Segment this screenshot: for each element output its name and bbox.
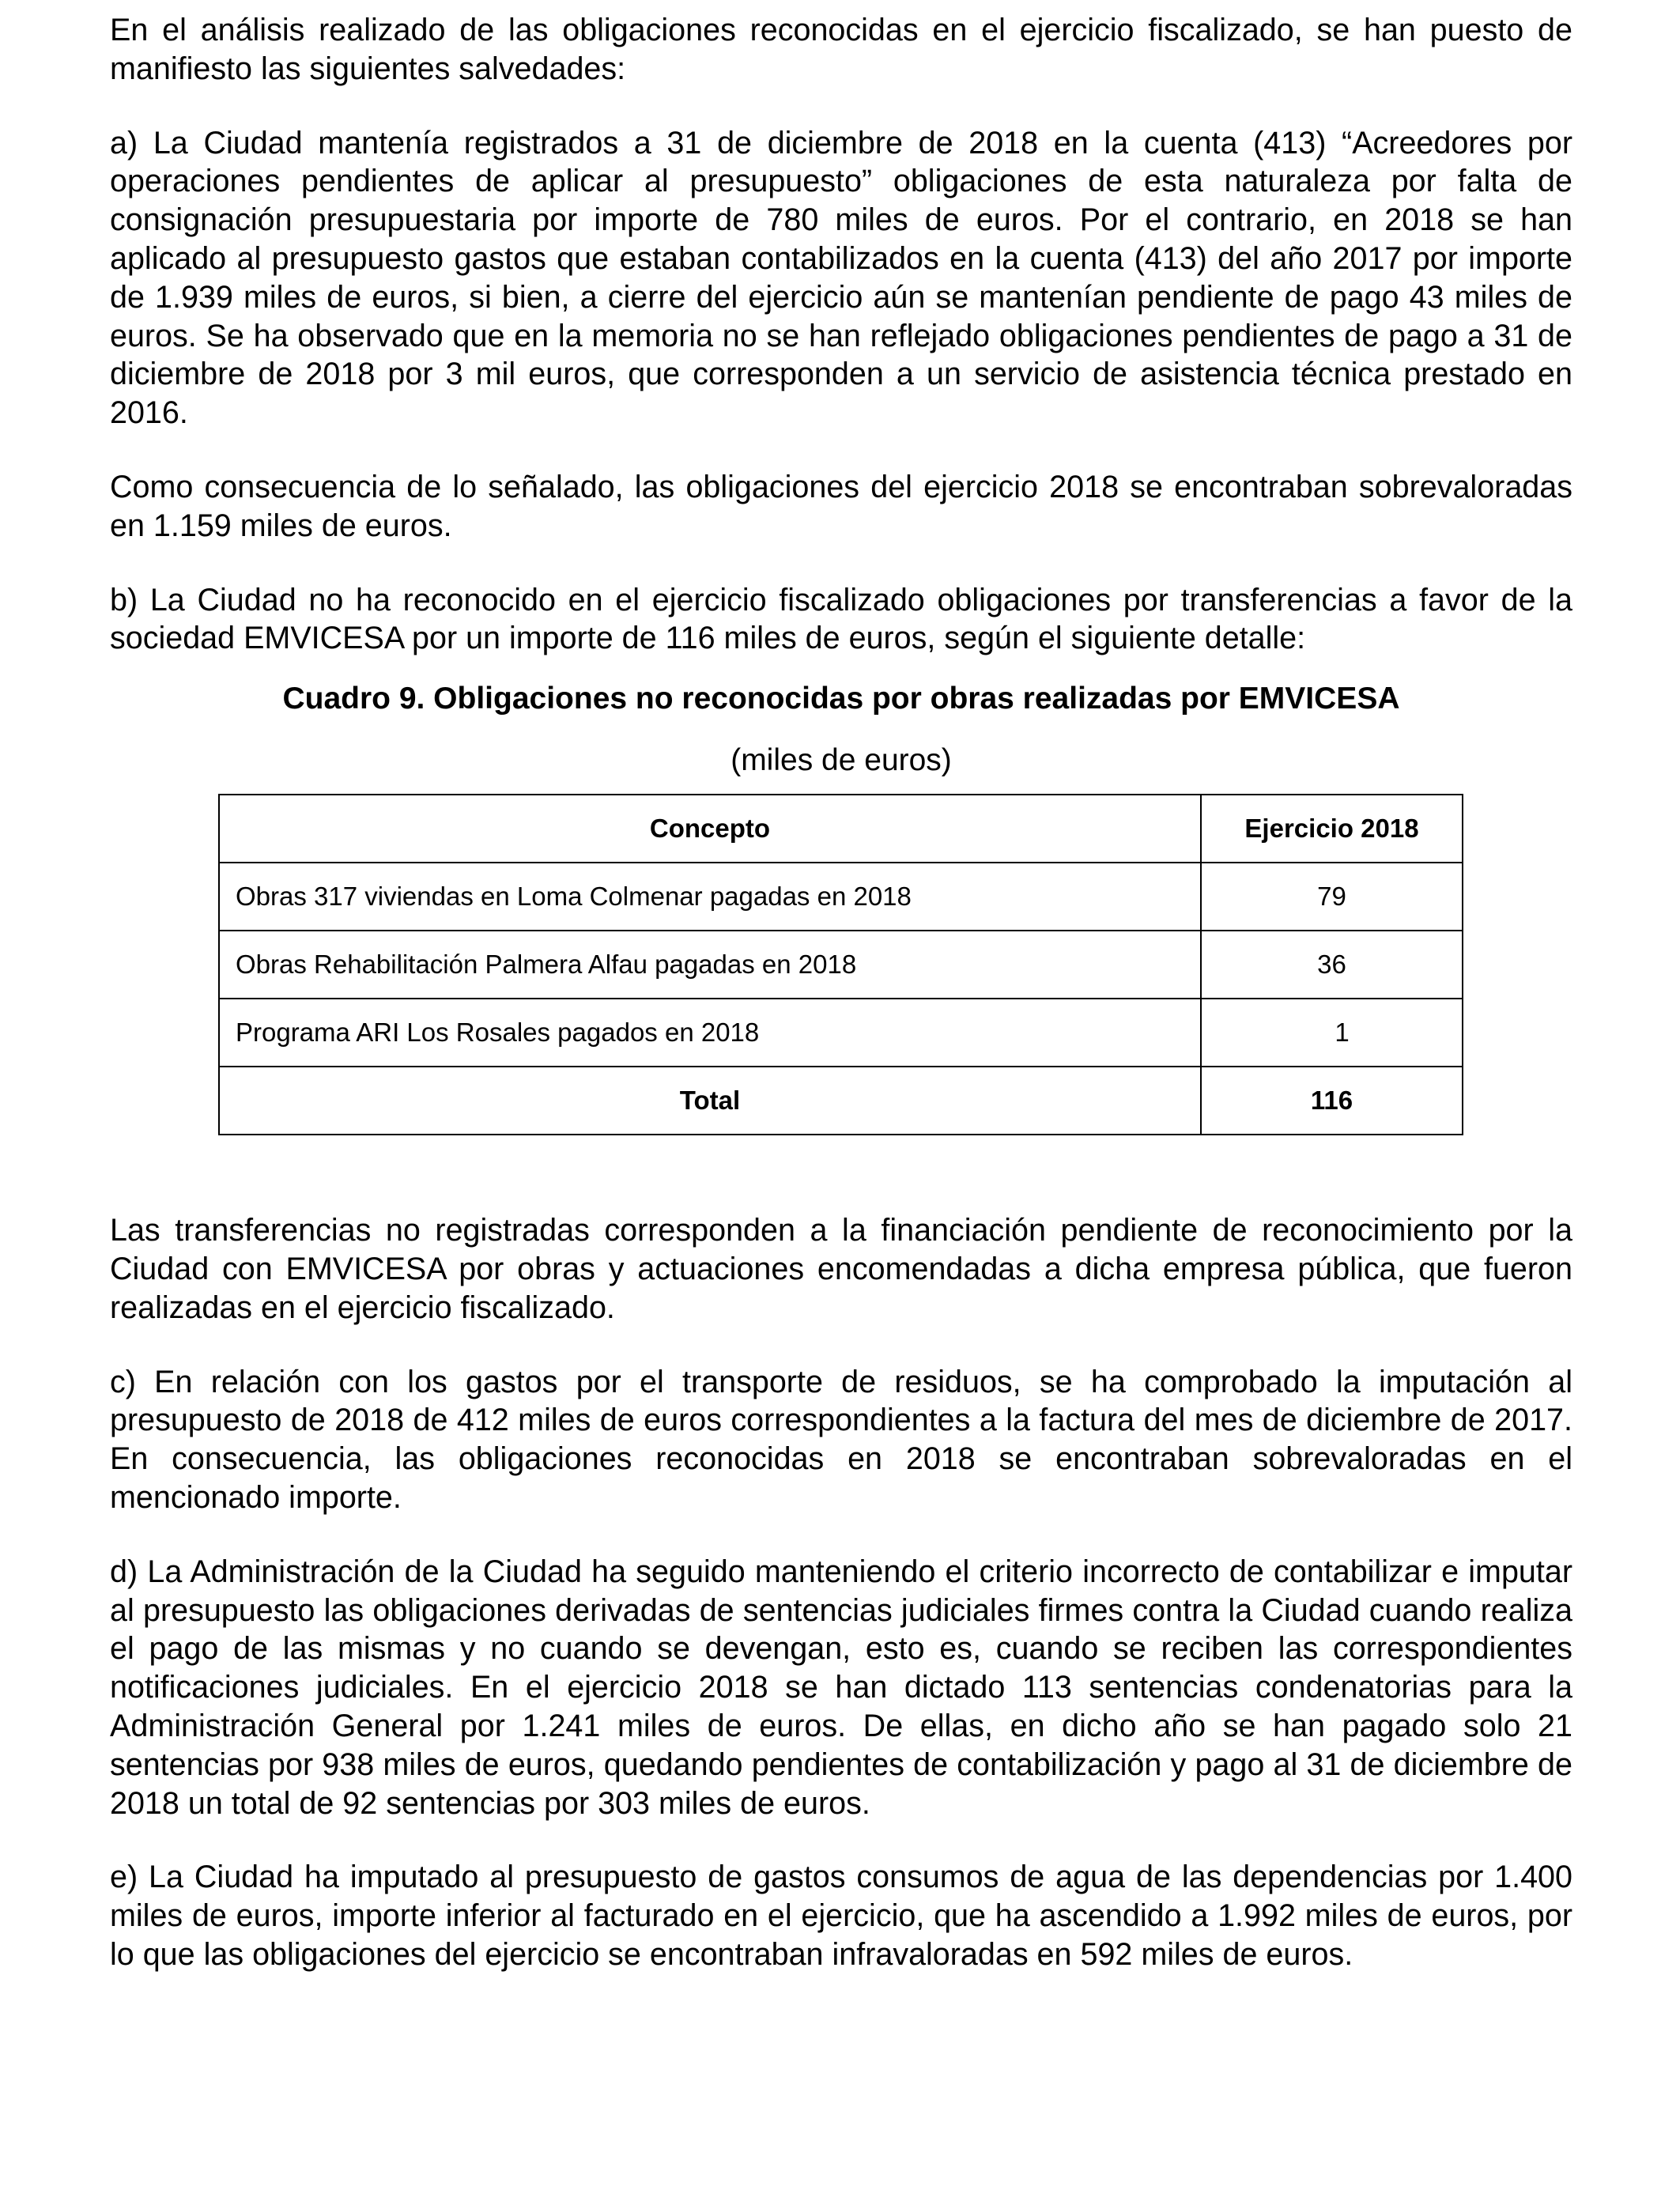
header-concepto: Concepto — [219, 795, 1201, 863]
row-concept: Obras 317 viviendas en Loma Colmenar pagadas en 2018 — [219, 863, 1201, 931]
table-total-row — [219, 1067, 1463, 1135]
paragraph-consequence: Como consecuencia de lo señalado, las obligaciones del ejercicio 2018 se encontraban sobrevaloradas en 1.159 miles de euros. — [110, 469, 1572, 543]
document-page — [110, 11, 1572, 1974]
table-caption: Cuadro 9. Obligaciones no reconocidas por obras realizadas por EMVICESA — [282, 682, 1400, 716]
paragraph-d: d) La Administración de la Ciudad ha seguido manteniendo el criterio incorrecto de contabilizar e imputar al presupuesto las obligaciones derivadas de sentencias judiciales firmes contra la Ciudad cuando realiza el pago de las mismas y no cuando se devengan, esto es, cuando se reciben las correspondientes notificaciones judiciales. En el ejercicio 2018 se han dictado 113 sentencias condenatorias para la Administración General por 1.241 miles de euros. De ellas, en dicho año se han pagado solo 21 sentencias por 938 miles de euros, quedando pendientes de contabilización y pago al 31 de diciembre de 2018 un total de 92 sentencias por 303 miles de euros. — [110, 1554, 1572, 1821]
paragraph-a: a) La Ciudad mantenía registrados a 31 de diciembre de 2018 en la cuenta (413) “Acreedores por operaciones pendientes de aplicar al presupuesto” obligaciones de esta naturaleza por falta de consignación presupuestaria por importe de 780 miles de euros. Por el contrario, en 2018 se han aplicado al presupuesto gastos que estaban contabilizados en la cuenta (413) del año 2017 por importe de 1.939 miles de euros, si bien, a cierre del ejercicio aún se mantenían pendiente de pago 43 miles de euros. Se ha observado que en la memoria no se han reflejado obligaciones pendientes de pago a 31 de diciembre de 2018 por 3 mil euros, que corresponden a un servicio de asistencia técnica prestado en 2016. — [110, 125, 1572, 431]
table-header-row — [219, 795, 1463, 863]
total-value: 116 — [1201, 1067, 1463, 1135]
paragraph-b: b) La Ciudad no ha reconocido en el ejercicio fiscalizado obligaciones por transferencias a favor de la sociedad EMVICESA por un importe de 116 miles de euros, según el siguiente detalle: — [110, 582, 1572, 656]
row-concept: Programa ARI Los Rosales pagados en 2018 — [219, 999, 1201, 1067]
paragraph-intro: En el análisis realizado de las obligaciones reconocidas en el ejercicio fiscalizado, se han puesto de manifiesto las siguientes salvedades: — [110, 13, 1572, 86]
header-ejercicio: Ejercicio 2018 — [1201, 795, 1463, 863]
paragraph-e: e) La Ciudad ha imputado al presupuesto de gastos consumos de agua de las dependencias por 1.400 miles de euros, importe inferior al facturado en el ejercicio, que ha ascendido a 1.992 miles de euros, por lo que las obligaciones del ejercicio se encontraban infravaloradas en 592 miles de euros. — [110, 1860, 1572, 1972]
total-label: Total — [219, 1067, 1201, 1135]
paragraph-c: c) En relación con los gastos por el transporte de residuos, se ha comprobado la imputación al presupuesto de 2018 de 412 miles de euros correspondientes a la factura del mes de diciembre de 2017. En consecuencia, las obligaciones reconocidas en 2018 se encontraban sobrevaloradas en el mencionado importe. — [110, 1364, 1572, 1515]
table-row — [219, 999, 1463, 1067]
row-value: 36 — [1201, 931, 1463, 999]
obligations-table — [218, 794, 1463, 1135]
row-value: 1 — [1201, 999, 1463, 1067]
row-concept: Obras Rehabilitación Palmera Alfau pagadas en 2018 — [219, 931, 1201, 999]
row-value: 79 — [1201, 863, 1463, 931]
table-row — [219, 931, 1463, 999]
paragraph-transfers: Las transferencias no registradas corresponden a la financiación pendiente de reconocimiento por la Ciudad con EMVICESA por obras y actuaciones encomendadas a dicha empresa pública, que fueron realizadas en el ejercicio fiscalizado. — [110, 1213, 1572, 1325]
table-row — [219, 863, 1463, 931]
table-units: (miles de euros) — [731, 743, 952, 778]
